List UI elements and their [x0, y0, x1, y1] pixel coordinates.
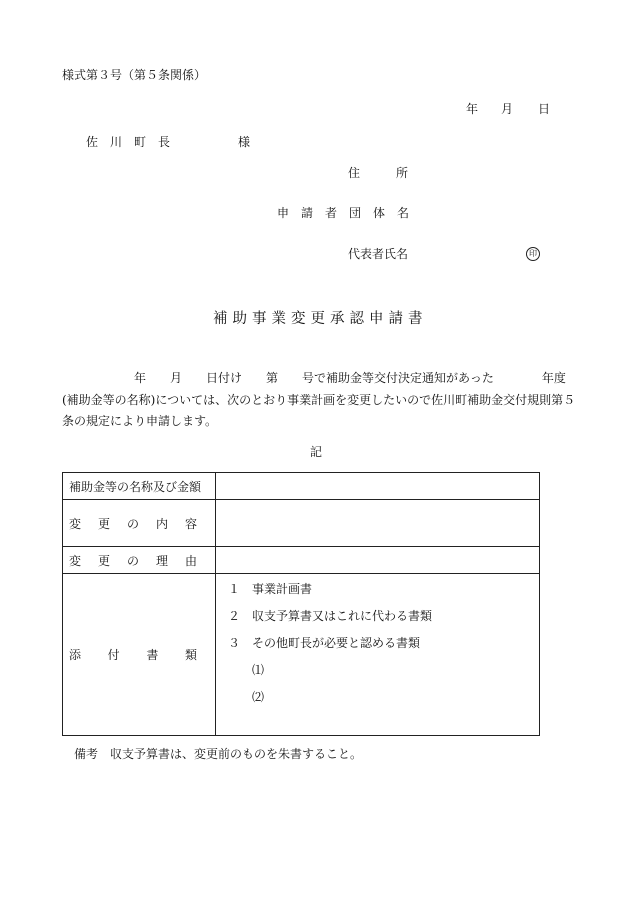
list-item: ⑵ — [252, 690, 265, 704]
seal-icon — [526, 245, 540, 261]
change-content-value[interactable] — [216, 500, 540, 547]
body-line-1: 年 月 日付け 第 号で補助金等交付決定通知があった 年度 — [134, 371, 566, 385]
body-line-3: 条の規定により申請します。 — [62, 414, 218, 428]
application-table — [62, 472, 540, 736]
addressee-honorific: 様 — [238, 135, 251, 149]
date-month: 月 — [501, 102, 514, 116]
attachments-label: 添 付 書 類 — [63, 574, 216, 736]
table-row — [63, 547, 540, 574]
change-reason-value[interactable] — [216, 547, 540, 574]
seal-char: 印 — [526, 247, 540, 261]
date-day: 日 — [538, 102, 551, 116]
ki-marker: 記 — [310, 445, 323, 459]
grant-name-amount-label: 補助金等の名称及び金額 — [63, 473, 216, 500]
grant-name-amount-value[interactable] — [216, 473, 540, 500]
table-row — [63, 473, 540, 500]
address-label: 住 所 — [348, 166, 409, 180]
addressee-town: 佐 川 町 長 — [86, 135, 171, 149]
change-reason-label: 変 更 の 理 由 — [63, 547, 216, 574]
group-name-label: 申 請 者 団 体 名 — [277, 206, 410, 220]
form-number: 様式第３号（第５条関係） — [62, 68, 207, 82]
attachments-list — [216, 574, 540, 736]
list-item: ⑴ — [252, 663, 265, 677]
list-item: ３ その他町長が必要と認める書類 — [228, 636, 421, 650]
body-line-2: (補助金等の名称)については、次のとおり事業計画を変更したいので佐川町補助金交付規則第５ — [62, 393, 576, 407]
document-title: 補助事業変更承認申請書 — [213, 311, 428, 327]
remarks-note: 備考 収支予算書は、変更前のものを朱書すること。 — [74, 747, 363, 761]
table-row — [63, 500, 540, 547]
table-row — [63, 574, 540, 736]
date-year: 年 — [466, 102, 479, 116]
list-item: １ 事業計画書 — [228, 582, 313, 596]
change-content-label: 変 更 の 内 容 — [63, 500, 216, 547]
representative-label: 代表者氏名 — [348, 247, 409, 261]
list-item: ２ 収支予算書又はこれに代わる書類 — [228, 609, 433, 623]
